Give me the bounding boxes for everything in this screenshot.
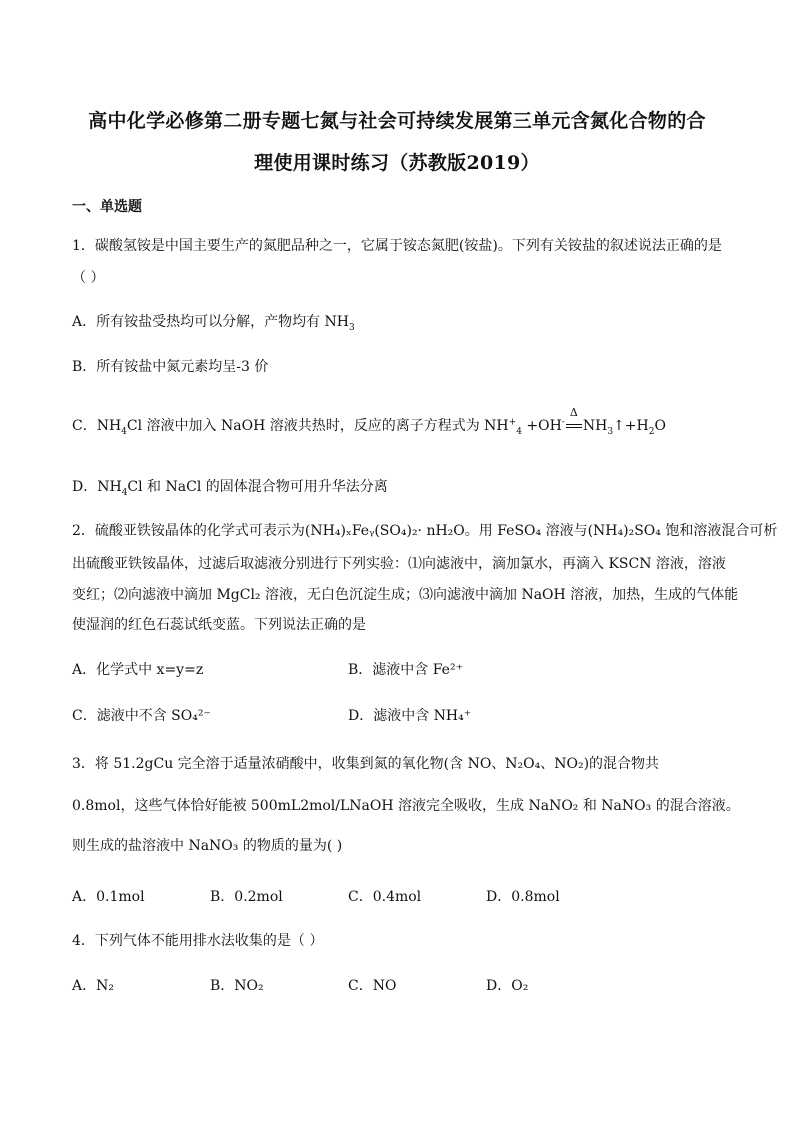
q1-d-pre: D．NH bbox=[72, 479, 122, 495]
section-heading: 一、单选题 bbox=[72, 199, 142, 215]
q1-c-post: NH bbox=[582, 418, 608, 434]
q1-option-b: B．所有铵盐中氮元素均呈-3 价 bbox=[72, 359, 269, 375]
q1-c-mid2: +OH bbox=[521, 418, 562, 434]
q2-stem-line-3: 变红；⑵向滤液中滴加 MgCl₂ 溶液，无白色沉淀生成；⑶向滤液中滴加 NaOH 溶液，加热，生成的气体能 bbox=[72, 587, 739, 603]
q2-option-a: A．化学式中 x=y=z bbox=[72, 662, 204, 678]
page-title-line-1: 高中化学必修第二册专题七氮与社会可持续发展第三单元含氮化合物的合 bbox=[88, 110, 706, 132]
q1-stem-line-2: （ ） bbox=[72, 270, 105, 286]
q4-option-a: A．N₂ bbox=[72, 978, 114, 994]
q4-option-c: C．NO bbox=[348, 978, 397, 994]
equals-sign-icon bbox=[566, 424, 582, 428]
q1-option-c bbox=[72, 406, 666, 437]
page-title-line-2: 理使用课时练习（苏教版2019） bbox=[254, 152, 540, 174]
q1-c-sup1: + bbox=[508, 417, 517, 428]
q3-option-a: A．0.1mol bbox=[72, 889, 145, 905]
q1-c-sub4: 2 bbox=[648, 426, 655, 437]
q1-option-d bbox=[72, 477, 388, 497]
q1-d-post: Cl 和 NaCl 的固体混合物可用升华法分离 bbox=[127, 479, 388, 495]
q1-c-sub3: 3 bbox=[607, 426, 614, 437]
q1-option-a-sub: 3 bbox=[349, 322, 355, 333]
q3-option-c: C．0.4mol bbox=[348, 889, 422, 905]
q2-option-c: C．滤液中不含 SO₄²⁻ bbox=[72, 708, 211, 724]
q4-stem: 4．下列气体不能用排水法收集的是（ ） bbox=[72, 933, 324, 949]
q2-option-d: D．滤液中含 NH₄⁺ bbox=[348, 708, 472, 724]
q3-option-b: B．0.2mol bbox=[210, 889, 283, 905]
q1-c-pre: C．NH bbox=[72, 418, 122, 434]
q1-option-a-text: A．所有铵盐受热均可以分解，产物均有 NH bbox=[72, 314, 350, 330]
q4-option-d: D．O₂ bbox=[486, 978, 529, 994]
q1-c-sub2: 4 bbox=[516, 426, 522, 437]
delta-symbol: Δ bbox=[569, 406, 578, 419]
q3-option-d: D．0.8mol bbox=[486, 889, 560, 905]
q3-stem-line-2: 0.8mol，这些气体恰好能被 500mL2mol/LNaOH 溶液完全吸收，生成 NaNO₂ 和 NaNO₃ 的混合溶液。 bbox=[72, 798, 740, 814]
reaction-heat-arrow bbox=[565, 406, 583, 436]
q4-option-b: B．NO₂ bbox=[210, 978, 264, 994]
q1-c-sup2: - bbox=[561, 417, 565, 428]
q1-d-sub: 4 bbox=[121, 487, 128, 498]
q2-stem-line-1: 2．硫酸亚铁铵晶体的化学式可表示为(NH₄)ₓFeᵧ(SO₄)₂· nH₂O。用 FeSO₄ 溶液与(NH₄)₂SO₄ 饱和溶液混合可析 bbox=[72, 523, 778, 539]
q1-c-end: ↑+H bbox=[613, 418, 649, 434]
q1-stem-line-1: 1．碳酸氢铵是中国主要生产的氮肥品种之一，它属于铵态氮肥(铵盐)。下列有关铵盐的叙述说法正确的是 bbox=[72, 238, 722, 254]
q2-option-b: B．滤液中含 Fe²⁺ bbox=[348, 662, 463, 678]
q3-stem-line-3: 则生成的盐溶液中 NaNO₃ 的物质的量为( ) bbox=[72, 838, 343, 854]
q2-stem-line-2: 出硫酸亚铁铵晶体，过滤后取滤液分别进行下列实验：⑴向滤液中，滴加氯水，再滴入 KSCN 溶液，溶液 bbox=[72, 556, 726, 572]
q2-stem-line-4: 使湿润的红色石蕊试纸变蓝。下列说法正确的是 bbox=[72, 617, 366, 633]
q1-c-sub1: 4 bbox=[121, 426, 127, 437]
q1-option-a bbox=[72, 312, 355, 332]
q1-c-mid: Cl 溶液中加入 NaOH 溶液共热时，反应的离子方程式为 NH bbox=[126, 418, 509, 434]
q3-stem-line-1: 3．将 51.2gCu 完全溶于适量浓硝酸中，收集到氮的氧化物(含 NO、N₂O₄、NO₂)的混合物共 bbox=[72, 756, 660, 772]
q1-c-end2: O bbox=[654, 418, 666, 434]
